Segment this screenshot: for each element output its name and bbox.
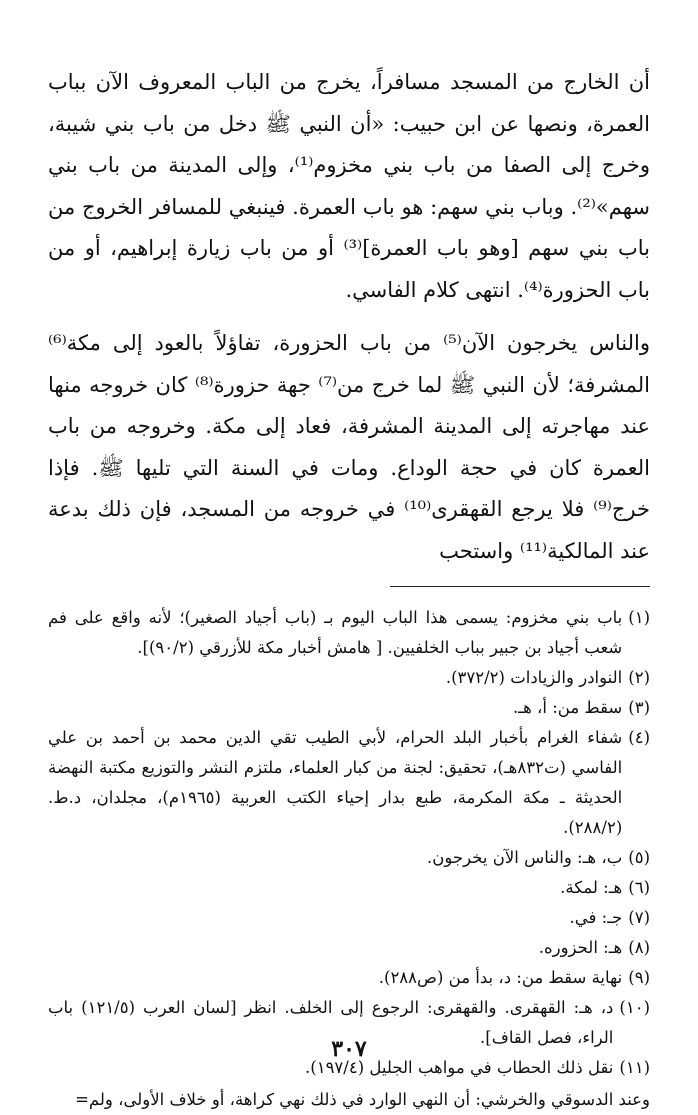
footnote-continuation-text: وعند الدسوقي والخرشي: أن النهي الوارد في ذلك نهي كراهة، أو خلاف الأولى، ولم=	[75, 1090, 650, 1109]
footnote-number: (٤)	[628, 728, 650, 747]
footnote-text: جـ: في.	[569, 908, 623, 927]
footnote-text: د، هـ: القهقرى. والقهقرى: الرجوع إلى الخلف. انظر [لسان العرب (١٢١/٥) باب الراء، فصل القاف].	[48, 998, 614, 1047]
paragraph-1: أن الخارج من المسجد مسافراً، يخرج من الباب المعروف الآن بباب العمرة، ونصها عن ابن حبيب: «أن النبي ﷺ دخل من باب بني شيبة، وخرج إلى الصفا من باب بني مخزوم⁽¹⁾، وإلى المدينة من باب بني سهم»⁽²⁾. وباب بني سهم: هو باب العمرة. فينبغي للمسافر الخروج من باب بني سهم [وهو باب العمرة]⁽³⁾ أو من باب زيارة إبراهيم، أو من باب الحزورة⁽⁴⁾. انتهى كلام الفاسي.	[48, 70, 650, 302]
main-text	[48, 62, 650, 572]
footnote-number: (٨)	[628, 938, 650, 957]
footnote-7	[48, 903, 650, 933]
footnote-2	[48, 663, 650, 693]
footnote-text: شفاء الغرام بأخبار البلد الحرام، لأبي الطيب تقي الدين محمد بن أحمد بن علي الفاسي (ت٨٣٢هـ)، تحقيق: لجنة من كبار العلماء، ملتزم النشر والتوزيع مكتبة النهضة الحديثة ـ مكة المكرمة، طبع بدار إحياء الكتب العربية (١٩٦٥م)، مجلدان، د.ط. (٢٨٨/٢).	[48, 728, 623, 837]
footnote-number: (٦)	[628, 878, 650, 897]
footnote-text: هـ: لمكة.	[560, 878, 623, 897]
footnote-number: (١١)	[619, 1058, 650, 1077]
footnote-number: (١٠)	[619, 998, 650, 1017]
footnote-3	[48, 693, 650, 723]
footnote-6	[48, 873, 650, 903]
footnote-number: (٩)	[628, 968, 650, 987]
page-number: ٣٠٧	[331, 1036, 367, 1062]
footnote-number: (٧)	[628, 908, 650, 927]
footnote-continuation	[48, 1085, 650, 1115]
footnote-text: نقل ذلك الحطاب في مواهب الجليل (١٩٧/٤).	[305, 1058, 614, 1077]
footnote-1	[48, 603, 650, 663]
footnote-text: نهاية سقط من: د، بدأ من (ص٢٨٨).	[378, 968, 623, 987]
footnote-8	[48, 933, 650, 963]
paragraph-2: والناس يخرجون الآن⁽⁵⁾ من باب الحزورة، تفاؤلاً بالعود إلى مكة⁽⁶⁾ المشرفة؛ لأن النبي ﷺ لما خرج من⁽⁷⁾ جهة حزورة⁽⁸⁾ كان خروجه منها عند مهاجرته إلى المدينة المشرفة، فعاد إلى مكة. وخروجه من باب العمرة كان في حجة الوداع. ومات في السنة التي تليها ﷺ. فإذا خرج⁽⁹⁾ فلا يرجع القهقرى⁽¹⁰⁾ في خروجه من المسجد، فإن ذلك بدعة عند المالكية⁽¹¹⁾ واستحب	[48, 331, 650, 563]
footnote-text: باب بني مخزوم: يسمى هذا الباب اليوم بـ (باب أجياد الصغير)؛ لأنه واقع على فم شعب أجياد بن جبير بباب الخلفيين. [ هامش أخبار مكة للأزرقي (٩٠/٢)].	[48, 608, 623, 657]
footnote-number: (٥)	[628, 848, 650, 867]
footnote-4	[48, 723, 650, 843]
footnote-number: (٣)	[628, 698, 650, 717]
footnote-9	[48, 963, 650, 993]
footnote-text: سقط من: أ، هـ.	[513, 698, 623, 717]
footnote-number: (٢)	[628, 668, 650, 687]
footnote-text: هـ: الحزوره.	[538, 938, 623, 957]
footnote-5	[48, 843, 650, 873]
footnote-text: ب، هـ: والناس الآن يخرجون.	[427, 848, 623, 867]
footnote-divider	[390, 586, 650, 587]
footnote-number: (١)	[628, 608, 650, 627]
footnote-text: النوادر والزيادات (٣٧٢/٢).	[445, 668, 623, 687]
